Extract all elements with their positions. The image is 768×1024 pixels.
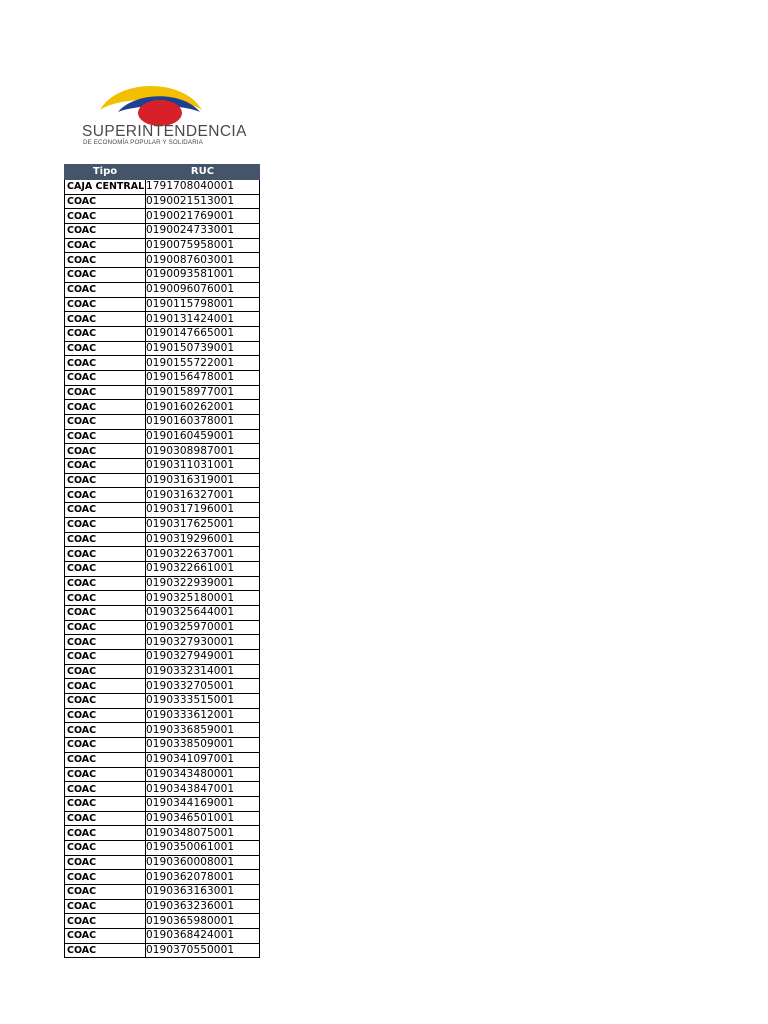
table-row xyxy=(65,752,260,767)
cell-ruc: 0190341097001 xyxy=(146,752,260,767)
cell-ruc: 0190350061001 xyxy=(146,840,260,855)
table-row xyxy=(65,767,260,782)
table-row xyxy=(65,224,260,239)
seps-emblem-icon xyxy=(80,76,240,126)
table-row xyxy=(65,694,260,709)
table-row xyxy=(65,620,260,635)
cell-tipo: COAC xyxy=(65,914,146,929)
table-row xyxy=(65,723,260,738)
cell-ruc: 0190156478001 xyxy=(146,370,260,385)
table-row xyxy=(65,576,260,591)
table-row xyxy=(65,473,260,488)
table-row xyxy=(65,297,260,312)
cell-tipo: COAC xyxy=(65,547,146,562)
cell-ruc: 0190311031001 xyxy=(146,459,260,474)
cell-ruc: 0190160459001 xyxy=(146,429,260,444)
cell-tipo: COAC xyxy=(65,855,146,870)
table-row xyxy=(65,370,260,385)
cell-ruc: 0190096076001 xyxy=(146,282,260,297)
cell-ruc: 0190333612001 xyxy=(146,708,260,723)
cell-ruc: 0190348075001 xyxy=(146,826,260,841)
cell-tipo: COAC xyxy=(65,870,146,885)
logo-subtitle: DE ECONOMÍA POPULAR Y SOLIDARIA xyxy=(83,139,203,146)
cell-ruc: 0190336859001 xyxy=(146,723,260,738)
cell-tipo: COAC xyxy=(65,312,146,327)
table-row xyxy=(65,840,260,855)
ruc-table xyxy=(64,164,260,958)
table-row xyxy=(65,268,260,283)
table-row xyxy=(65,400,260,415)
cell-ruc: 0190131424001 xyxy=(146,312,260,327)
table-row xyxy=(65,488,260,503)
cell-tipo: COAC xyxy=(65,635,146,650)
cell-ruc: 0190150739001 xyxy=(146,341,260,356)
table-row xyxy=(65,194,260,209)
table-row xyxy=(65,238,260,253)
cell-tipo: COAC xyxy=(65,561,146,576)
table-row xyxy=(65,811,260,826)
cell-ruc: 0190317625001 xyxy=(146,517,260,532)
cell-tipo: COAC xyxy=(65,738,146,753)
table-row xyxy=(65,517,260,532)
cell-tipo: COAC xyxy=(65,664,146,679)
table-row xyxy=(65,738,260,753)
cell-ruc: 0190325970001 xyxy=(146,620,260,635)
cell-ruc: 0190363163001 xyxy=(146,885,260,900)
table-row xyxy=(65,650,260,665)
table-row xyxy=(65,782,260,797)
cell-tipo: COAC xyxy=(65,444,146,459)
cell-ruc: 0190160262001 xyxy=(146,400,260,415)
cell-tipo: COAC xyxy=(65,473,146,488)
cell-tipo: COAC xyxy=(65,341,146,356)
table-row xyxy=(65,708,260,723)
cell-tipo: COAC xyxy=(65,723,146,738)
cell-tipo: COAC xyxy=(65,415,146,430)
cell-tipo: COAC xyxy=(65,576,146,591)
cell-ruc: 0190160378001 xyxy=(146,415,260,430)
cell-tipo: COAC xyxy=(65,400,146,415)
table-row xyxy=(65,561,260,576)
cell-ruc: 0190327930001 xyxy=(146,635,260,650)
table-row xyxy=(65,180,260,195)
table-row xyxy=(65,429,260,444)
table-row xyxy=(65,605,260,620)
table-row xyxy=(65,635,260,650)
cell-tipo: COAC xyxy=(65,620,146,635)
cell-ruc: 1791708040001 xyxy=(146,180,260,195)
cell-tipo: COAC xyxy=(65,253,146,268)
cell-tipo: COAC xyxy=(65,782,146,797)
cell-ruc: 0190322637001 xyxy=(146,547,260,562)
cell-ruc: 0190333515001 xyxy=(146,694,260,709)
cell-ruc: 0190338509001 xyxy=(146,738,260,753)
table-row xyxy=(65,899,260,914)
cell-ruc: 0190316319001 xyxy=(146,473,260,488)
cell-ruc: 0190322939001 xyxy=(146,576,260,591)
cell-tipo: COAC xyxy=(65,767,146,782)
table-row xyxy=(65,929,260,944)
cell-tipo: COAC xyxy=(65,752,146,767)
header-ruc: RUC xyxy=(146,165,260,180)
cell-ruc: 0190308987001 xyxy=(146,444,260,459)
table-row xyxy=(65,943,260,958)
cell-tipo: COAC xyxy=(65,282,146,297)
cell-tipo: COAC xyxy=(65,679,146,694)
seps-logo xyxy=(80,76,247,150)
cell-tipo: COAC xyxy=(65,429,146,444)
cell-tipo: COAC xyxy=(65,811,146,826)
cell-ruc: 0190093581001 xyxy=(146,268,260,283)
cell-tipo: COAC xyxy=(65,194,146,209)
table-row xyxy=(65,855,260,870)
cell-ruc: 0190158977001 xyxy=(146,385,260,400)
cell-ruc: 0190343480001 xyxy=(146,767,260,782)
table-row xyxy=(65,679,260,694)
header-tipo: Tipo xyxy=(65,165,146,180)
cell-ruc: 0190325180001 xyxy=(146,591,260,606)
table-row xyxy=(65,796,260,811)
cell-tipo: COAC xyxy=(65,268,146,283)
cell-tipo: COAC xyxy=(65,840,146,855)
table-row xyxy=(65,459,260,474)
cell-ruc: 0190346501001 xyxy=(146,811,260,826)
cell-tipo: COAC xyxy=(65,885,146,900)
cell-ruc: 0190075958001 xyxy=(146,238,260,253)
cell-tipo: COAC xyxy=(65,209,146,224)
cell-ruc: 0190370550001 xyxy=(146,943,260,958)
table-row xyxy=(65,591,260,606)
table-row xyxy=(65,356,260,371)
cell-tipo: COAC xyxy=(65,826,146,841)
table-row xyxy=(65,547,260,562)
cell-ruc: 0190360008001 xyxy=(146,855,260,870)
cell-ruc: 0190322661001 xyxy=(146,561,260,576)
table-row xyxy=(65,914,260,929)
cell-ruc: 0190327949001 xyxy=(146,650,260,665)
table-row xyxy=(65,312,260,327)
table-row xyxy=(65,326,260,341)
table-row xyxy=(65,532,260,547)
cell-tipo: COAC xyxy=(65,517,146,532)
cell-tipo: COAC xyxy=(65,503,146,518)
cell-tipo: COAC xyxy=(65,605,146,620)
cell-ruc: 0190024733001 xyxy=(146,224,260,239)
cell-tipo: COAC xyxy=(65,297,146,312)
table-row xyxy=(65,282,260,297)
cell-ruc: 0190363236001 xyxy=(146,899,260,914)
cell-ruc: 0190115798001 xyxy=(146,297,260,312)
table-header-row xyxy=(65,165,260,180)
cell-ruc: 0190316327001 xyxy=(146,488,260,503)
cell-ruc: 0190087603001 xyxy=(146,253,260,268)
cell-tipo: COAC xyxy=(65,326,146,341)
cell-ruc: 0190317196001 xyxy=(146,503,260,518)
cell-tipo: COAC xyxy=(65,591,146,606)
cell-tipo: COAC xyxy=(65,488,146,503)
cell-ruc: 0190021513001 xyxy=(146,194,260,209)
cell-tipo: COAC xyxy=(65,943,146,958)
cell-tipo: COAC xyxy=(65,650,146,665)
cell-ruc: 0190368424001 xyxy=(146,929,260,944)
cell-tipo: COAC xyxy=(65,459,146,474)
table-row xyxy=(65,253,260,268)
table-row xyxy=(65,870,260,885)
cell-ruc: 0190332705001 xyxy=(146,679,260,694)
table-row xyxy=(65,503,260,518)
cell-ruc: 0190319296001 xyxy=(146,532,260,547)
cell-tipo: COAC xyxy=(65,238,146,253)
cell-tipo: COAC xyxy=(65,796,146,811)
table-row xyxy=(65,415,260,430)
cell-ruc: 0190365980001 xyxy=(146,914,260,929)
cell-tipo: COAC xyxy=(65,929,146,944)
table-row xyxy=(65,885,260,900)
table-row xyxy=(65,385,260,400)
cell-ruc: 0190362078001 xyxy=(146,870,260,885)
cell-ruc: 0190155722001 xyxy=(146,356,260,371)
cell-ruc: 0190147665001 xyxy=(146,326,260,341)
cell-ruc: 0190344169001 xyxy=(146,796,260,811)
cell-ruc: 0190343847001 xyxy=(146,782,260,797)
table-body xyxy=(65,180,260,958)
table-row xyxy=(65,209,260,224)
table-row xyxy=(65,444,260,459)
logo-title: SUPERINTENDENCIA xyxy=(82,123,247,140)
cell-ruc: 0190332314001 xyxy=(146,664,260,679)
cell-tipo: COAC xyxy=(65,694,146,709)
cell-ruc: 0190021769001 xyxy=(146,209,260,224)
cell-tipo: COAC xyxy=(65,899,146,914)
table-row xyxy=(65,826,260,841)
cell-tipo: COAC xyxy=(65,532,146,547)
cell-tipo: COAC xyxy=(65,370,146,385)
cell-tipo: COAC xyxy=(65,385,146,400)
cell-tipo: COAC xyxy=(65,224,146,239)
cell-tipo: CAJA CENTRAL xyxy=(65,180,146,195)
cell-tipo: COAC xyxy=(65,356,146,371)
cell-tipo: COAC xyxy=(65,708,146,723)
table-row xyxy=(65,341,260,356)
cell-ruc: 0190325644001 xyxy=(146,605,260,620)
table-row xyxy=(65,664,260,679)
